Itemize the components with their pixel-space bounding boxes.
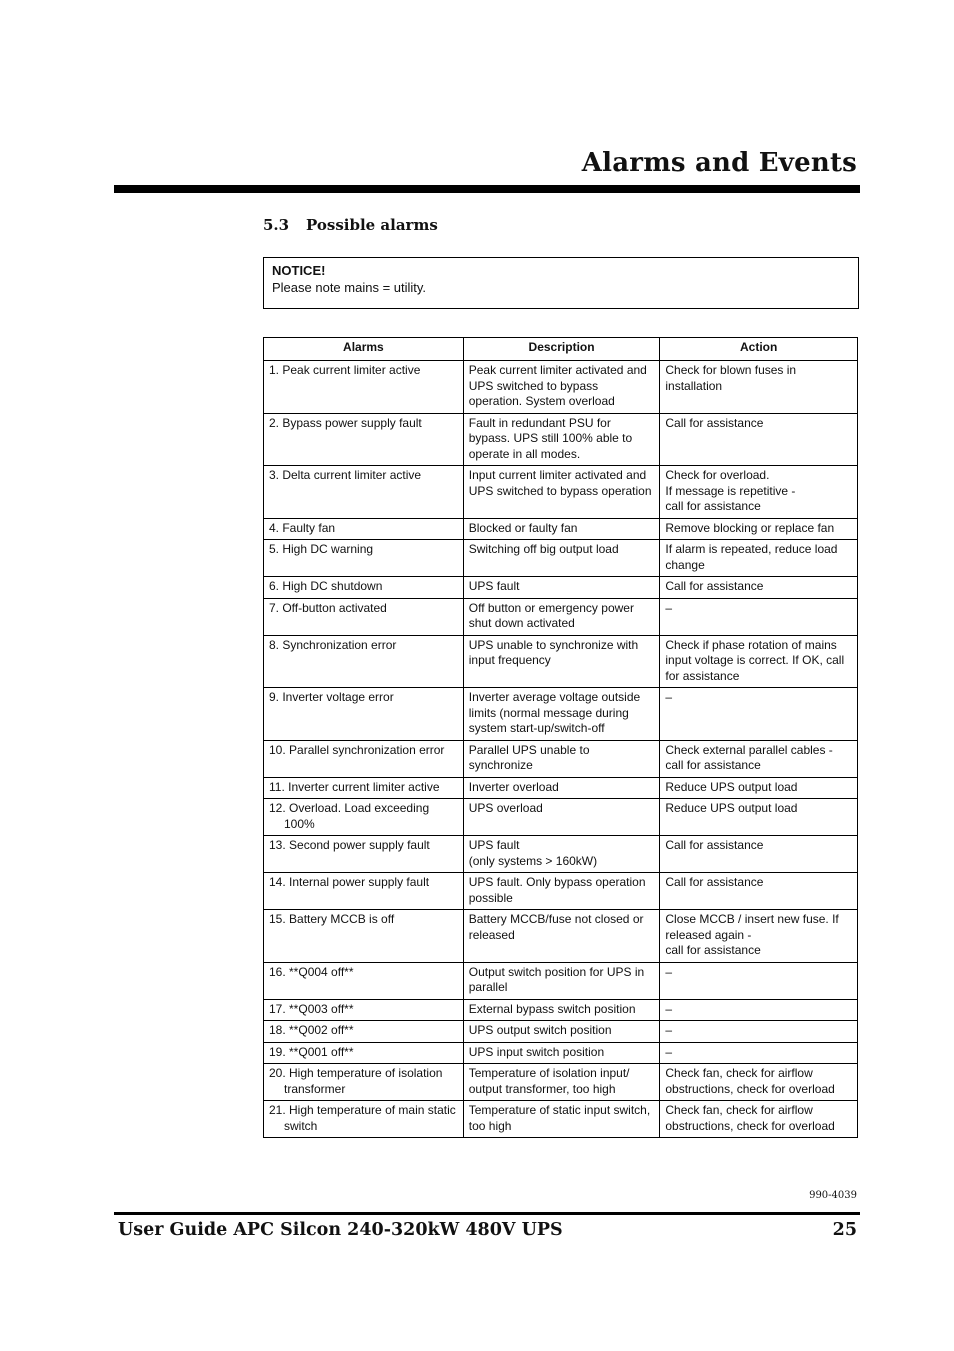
action-cell: – [660, 1042, 858, 1064]
alarms-table [263, 337, 858, 1138]
alarm-cell: 3. Delta current limiter active [264, 466, 464, 519]
description-cell: Parallel UPS unable to synchronize [463, 740, 660, 777]
notice-box [263, 257, 859, 309]
chapter-title: Alarms and Events [581, 148, 857, 178]
alarm-cell: 7. Off-button activated [264, 598, 464, 635]
description-cell: UPS output switch position [463, 1021, 660, 1043]
alarm-cell: 17. **Q003 off** [264, 999, 464, 1021]
notice-title: NOTICE! [272, 263, 326, 278]
header-description: Description [463, 338, 660, 361]
alarm-cell: 11. Inverter current limiter active [264, 777, 464, 799]
footer-rule [114, 1212, 860, 1215]
table-row [264, 1042, 858, 1064]
description-cell: Input current limiter activated and UPS switched to bypass operation [463, 466, 660, 519]
description-cell: External bypass switch position [463, 999, 660, 1021]
alarm-cell: 19. **Q001 off** [264, 1042, 464, 1064]
action-cell: – [660, 962, 858, 999]
header-rule [114, 185, 860, 193]
action-cell: – [660, 598, 858, 635]
table-row [264, 873, 858, 910]
description-cell: UPS unable to synchronize with input frequency [463, 635, 660, 688]
table-row [264, 962, 858, 999]
table-row [264, 799, 858, 836]
table-row [264, 466, 858, 519]
action-cell: Call for assistance [660, 836, 858, 873]
description-cell: Temperature of static input switch, too high [463, 1101, 660, 1138]
section-heading [263, 216, 438, 234]
section-number: 5.3 [263, 216, 290, 234]
table-row [264, 1101, 858, 1138]
alarm-cell: 10. Parallel synchronization error [264, 740, 464, 777]
table-row [264, 598, 858, 635]
action-cell: Check fan, check for airflow obstructions, check for overload [660, 1064, 858, 1101]
alarm-cell: 21. High temperature of main static switch [264, 1101, 464, 1138]
description-cell: Inverter average voltage outside limits (normal message during system start-up/switch-off [463, 688, 660, 741]
action-cell: Close MCCB / insert new fuse. If released again - call for assistance [660, 910, 858, 963]
table-row [264, 518, 858, 540]
description-cell: UPS input switch position [463, 1042, 660, 1064]
action-cell: Call for assistance [660, 577, 858, 599]
table-row [264, 910, 858, 963]
alarm-cell: 15. Battery MCCB is off [264, 910, 464, 963]
section-title: Possible alarms [306, 216, 438, 234]
action-cell: Check if phase rotation of mains input voltage is correct. If OK, call for assistance [660, 635, 858, 688]
alarm-cell: 6. High DC shutdown [264, 577, 464, 599]
alarm-cell: 8. Synchronization error [264, 635, 464, 688]
alarm-cell: 20. High temperature of isolation transformer [264, 1064, 464, 1101]
table-row [264, 688, 858, 741]
description-cell: Output switch position for UPS in parallel [463, 962, 660, 999]
action-cell: Remove blocking or replace fan [660, 518, 858, 540]
table-row [264, 577, 858, 599]
notice-text: Please note mains = utility. [272, 280, 427, 295]
table-row [264, 740, 858, 777]
action-cell: Reduce UPS output load [660, 799, 858, 836]
action-cell: If alarm is repeated, reduce load change [660, 540, 858, 577]
alarms-table-body [264, 361, 858, 1138]
table-row [264, 1064, 858, 1101]
alarm-cell: 4. Faulty fan [264, 518, 464, 540]
table-row [264, 1021, 858, 1043]
alarm-cell: 5. High DC warning [264, 540, 464, 577]
action-cell: Call for assistance [660, 413, 858, 466]
description-cell: UPS fault (only systems > 160kW) [463, 836, 660, 873]
alarm-cell: 9. Inverter voltage error [264, 688, 464, 741]
table-row [264, 635, 858, 688]
table-row [264, 361, 858, 414]
description-cell: Battery MCCB/fuse not closed or released [463, 910, 660, 963]
description-cell: Blocked or faulty fan [463, 518, 660, 540]
action-cell: Check for blown fuses in installation [660, 361, 858, 414]
action-cell: – [660, 688, 858, 741]
document-number: 990-4039 [809, 1190, 857, 1201]
description-cell: Temperature of isolation input/ output transformer, too high [463, 1064, 660, 1101]
alarm-cell: 16. **Q004 off** [264, 962, 464, 999]
header-action: Action [660, 338, 858, 361]
alarm-cell: 1. Peak current limiter active [264, 361, 464, 414]
description-cell: UPS fault. Only bypass operation possible [463, 873, 660, 910]
description-cell: Switching off big output load [463, 540, 660, 577]
action-cell: Check fan, check for airflow obstructions, check for overload [660, 1101, 858, 1138]
action-cell: – [660, 999, 858, 1021]
table-row [264, 413, 858, 466]
alarm-cell: 2. Bypass power supply fault [264, 413, 464, 466]
action-cell: Reduce UPS output load [660, 777, 858, 799]
action-cell: Check for overload. If message is repetitive - call for assistance [660, 466, 858, 519]
description-cell: UPS fault [463, 577, 660, 599]
table-row [264, 540, 858, 577]
action-cell: Call for assistance [660, 873, 858, 910]
page-number: 25 [832, 1220, 857, 1240]
alarm-cell: 13. Second power supply fault [264, 836, 464, 873]
description-cell: Inverter overload [463, 777, 660, 799]
description-cell: UPS overload [463, 799, 660, 836]
action-cell: Check external parallel cables - call for assistance [660, 740, 858, 777]
table-row [264, 777, 858, 799]
description-cell: Off button or emergency power shut down activated [463, 598, 660, 635]
description-cell: Fault in redundant PSU for bypass. UPS still 100% able to operate in all modes. [463, 413, 660, 466]
action-cell: – [660, 1021, 858, 1043]
alarm-cell: 18. **Q002 off** [264, 1021, 464, 1043]
alarm-cell: 12. Overload. Load exceeding 100% [264, 799, 464, 836]
footer-title: User Guide APC Silcon 240-320kW 480V UPS [118, 1220, 563, 1240]
header-alarms: Alarms [264, 338, 464, 361]
table-header-row [264, 338, 858, 361]
table-row [264, 999, 858, 1021]
description-cell: Peak current limiter activated and UPS switched to bypass operation. System overload [463, 361, 660, 414]
alarm-cell: 14. Internal power supply fault [264, 873, 464, 910]
table-row [264, 836, 858, 873]
